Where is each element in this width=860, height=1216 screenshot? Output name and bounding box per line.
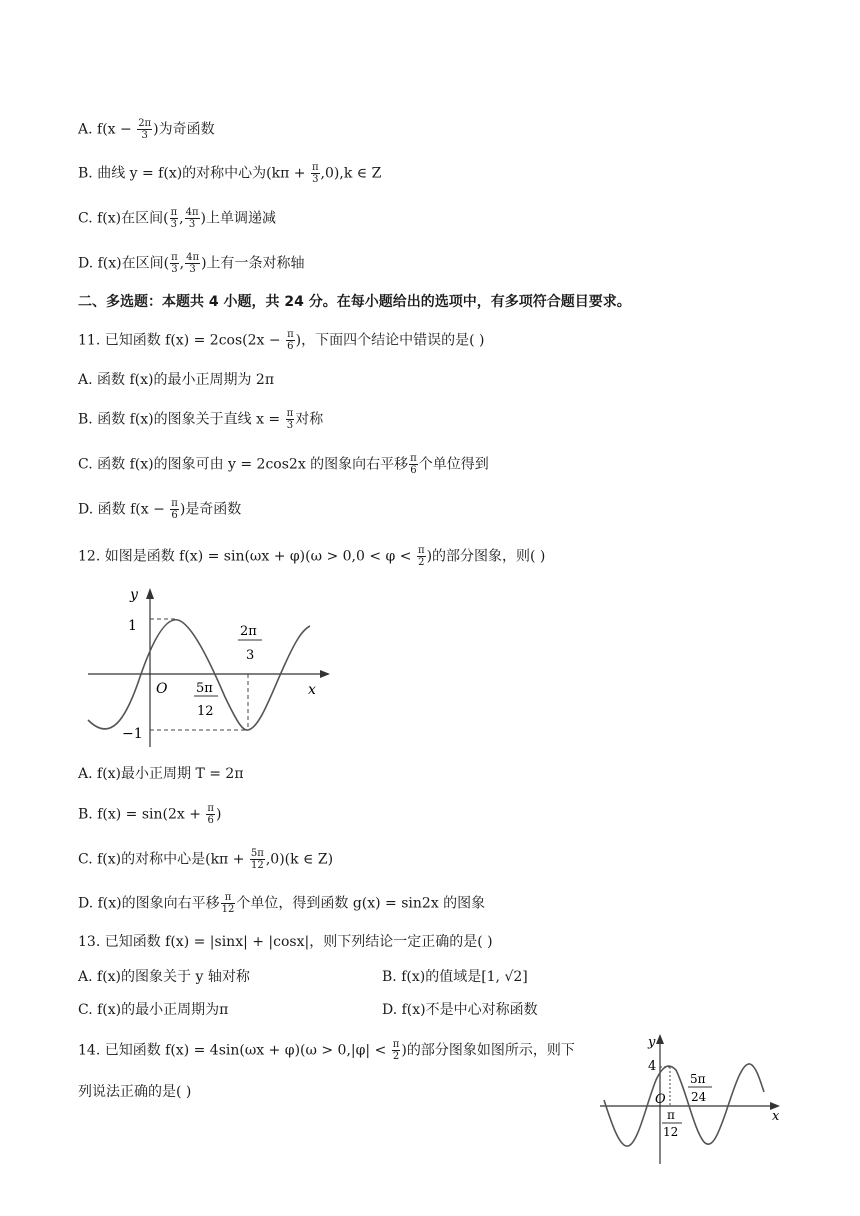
origin-label: O [156,681,168,697]
q12-option-a: A. f(x)最小正周期 T = 2π [78,766,244,782]
q12-sine-graph [80,582,340,752]
tick-2pi-3-den: 3 [246,648,255,663]
x-label: x [308,682,316,698]
q14-sine-graph [598,1030,784,1170]
q12-option-b: B. f(x) = sin(2x + $\frac{\pi}{6}$ ) [78,803,222,826]
y-axis-arrow [656,1034,664,1044]
tick-5pi-12-den: 12 [197,704,214,719]
tick-5pi-12-num: 5π [196,681,213,696]
q14-stem: 14. 已知函数 f(x) = 4sin(ωx + φ)(ω > 0,|φ| < $\frac{\pi}{2}$ )的部分图象如图所示，则下 [78,1039,575,1062]
q13-option-a: A. f(x)的图象关于 y 轴对称 [78,969,250,985]
q10-option-d: D. f(x)在区间( $\frac{\pi}{3}$ , $\frac{4\pi}{3}$ )上有一条对称轴 [78,252,305,275]
q10-option-a: A. f(x − $\frac{2\pi}{3}$ )为奇函数 [78,118,215,141]
q11-option-a: A. 函数 f(x)的最小正周期为 2π [78,372,275,388]
q11-option-d: D. 函数 f(x − $\frac{\pi}{6}$ )是奇函数 [78,498,242,521]
tick-four: 4 [648,1059,657,1074]
q13-option-c: C. f(x)的最小正周期为π [78,1002,229,1018]
q10-option-b: B. 曲线 y = f(x)的对称中心为(kπ + $\frac{\pi}{3}$ ,0),k ∈ Z [78,162,382,185]
y-label: y [648,1035,656,1050]
q11-option-b: B. 函数 f(x)的图象关于直线 x = $\frac{\pi}{3}$ 对称 [78,408,324,431]
y-label: y [130,587,138,603]
section-heading: 二、多选题：本题共 4 小题，共 24 分。在每小题给出的选项中，有多项符合题目要求。 [78,294,631,310]
fraction: $\frac{\pi}{3}$ [311,162,319,185]
q11-stem: 11. 已知函数 f(x) = 2cos(2x − $\frac{\pi}{6}$ )，下面四个结论中错误的是( ) [78,329,485,352]
tick-5pi-24-den: 24 [691,1090,707,1104]
tick-one: 1 [128,618,137,634]
tick-2pi-3-num: 2π [240,624,257,639]
tick-5pi-24-num: 5π [690,1072,706,1086]
q13-stem: 13. 已知函数 f(x) = |sinx| + |cosx|，则下列结论一定正确的是( ) [78,934,493,950]
tick-pi-12-den: 12 [663,1125,679,1139]
x-axis-arrow [320,670,330,678]
q13-option-b: B. f(x)的值域是[1, √2] [382,969,528,985]
tick-pi-12-num: π [667,1108,675,1122]
q12-option-c: C. f(x)的对称中心是(kπ + $\frac{5\pi}{12}$ ,0)(k ∈ Z) [78,848,334,871]
tick-neg-one: −1 [122,726,143,742]
q11-option-c: C. 函数 f(x)的图象可由 y = 2cos2x 的图象向右平移 $\frac{\pi}{6}$ 个单位得到 [78,453,489,476]
origin-label: O [655,1092,666,1107]
q12-option-d: D. f(x)的图象向右平移 $\frac{\pi}{12}$ 个单位，得到函数 g(x) = sin2x 的图象 [78,892,486,915]
fraction: $\frac{2\pi}{3}$ [138,118,152,141]
q12-stem: 12. 如图是函数 f(x) = sin(ωx + φ)(ω > 0,0 < φ < $\frac{\pi}{2}$ )的部分图象，则( ) [78,545,546,568]
x-label: x [772,1109,780,1124]
q14-stem-cont: 列说法正确的是( ) [78,1084,192,1100]
y-axis-arrow [146,588,154,599]
sine-curve [604,1064,764,1146]
q13-option-d: D. f(x)不是中心对称函数 [382,1002,538,1018]
q10-option-c: C. f(x)在区间( $\frac{\pi}{3}$ , $\frac{4\pi}{3}$ )上单调递减 [78,207,277,230]
